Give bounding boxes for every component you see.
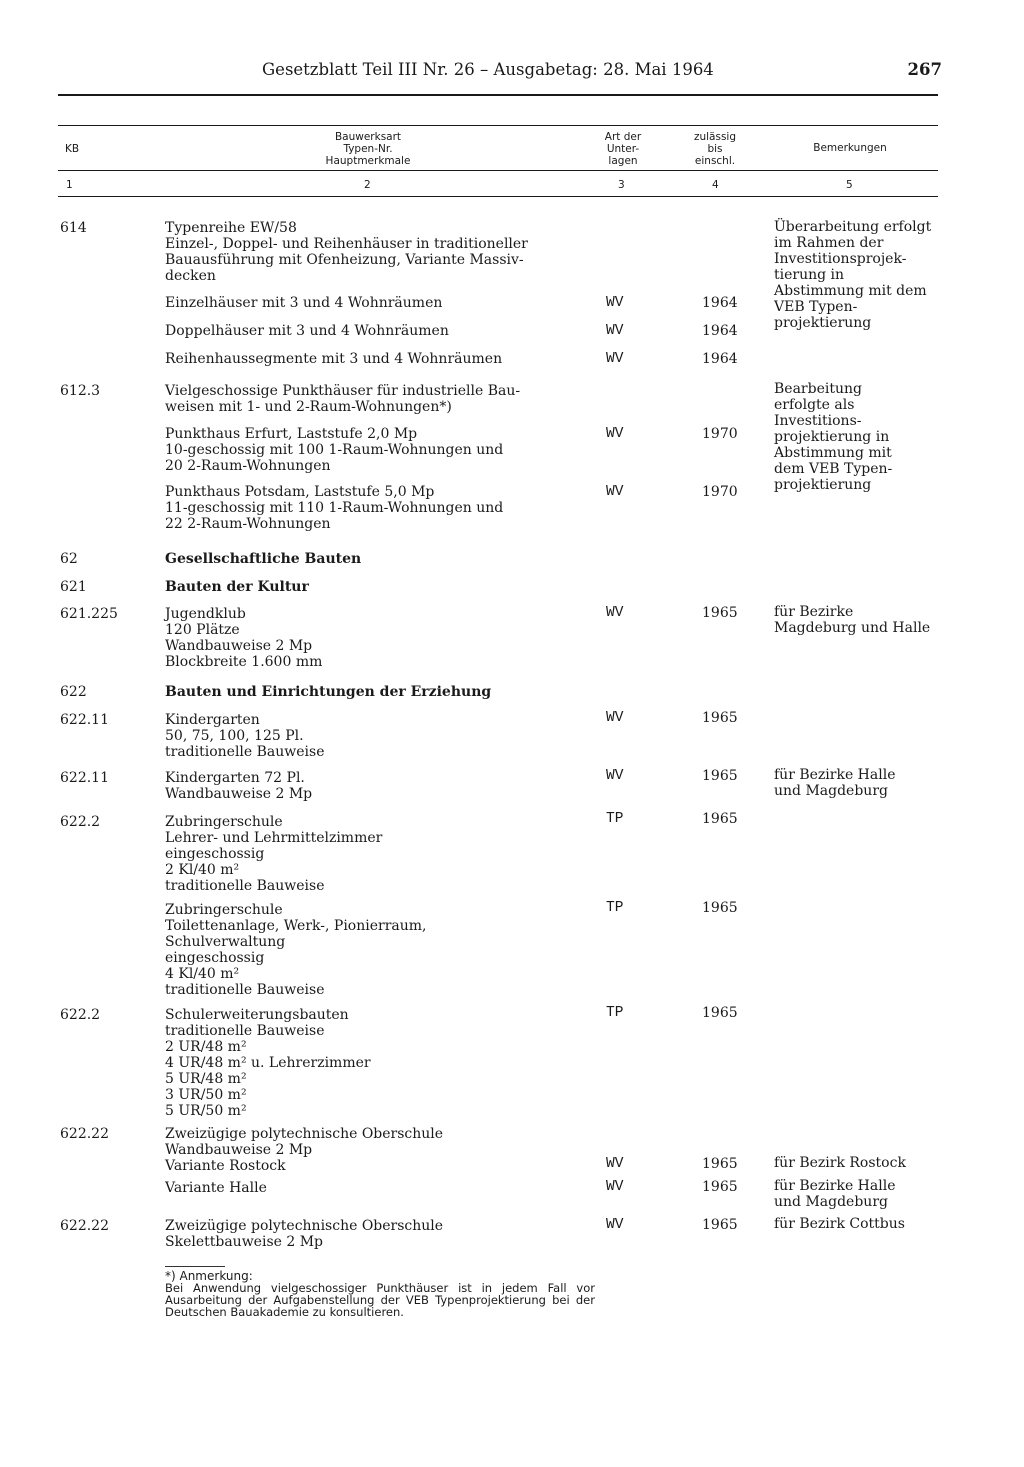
kb-code: 62 [60, 551, 78, 567]
entry-description: Wandbauweise 2 Mp [165, 638, 313, 654]
column-number: 1 [66, 179, 73, 191]
column-number: 3 [618, 179, 625, 191]
document-type: WV [606, 323, 624, 339]
kb-code: 622.2 [60, 814, 101, 830]
remark: für Bezirke [774, 604, 854, 620]
entry-description: Skelettbauweise 2 Mp [165, 1234, 324, 1250]
column-header-kb: KB [64, 143, 80, 155]
column-header-art: Art der Unter- lagen [604, 131, 642, 167]
remark: Investitionsprojek- [774, 251, 907, 267]
kb-code: 622.22 [60, 1126, 109, 1142]
column-header-bauwerksart: Bauwerksart Typen-Nr. Hauptmerkmale [325, 131, 411, 167]
document-type: WV [606, 1217, 624, 1233]
valid-until: 1964 [702, 351, 738, 367]
remark: projektierung in [774, 429, 890, 445]
document-type: WV [606, 605, 624, 621]
column-header-bemerkungen: Bemerkungen [813, 142, 887, 154]
entry-description: 50, 75, 100, 125 Pl. [165, 728, 304, 744]
valid-until: 1965 [702, 1005, 738, 1021]
section-heading: Bauten und Einrichtungen der Erziehung [165, 684, 492, 700]
valid-until: 1965 [702, 768, 738, 784]
valid-until: 1964 [702, 295, 738, 311]
remark: Überarbeitung erfolgt [774, 219, 932, 235]
kb-code: 622.11 [60, 770, 109, 786]
column-header-rule [58, 170, 938, 171]
sub-entry-detail: Toilettenanlage, Werk-, Pionierraum, [165, 918, 427, 934]
entry-description: 3 UR/50 m² [165, 1087, 247, 1103]
entry-title: Jugendklub [165, 606, 246, 622]
document-type: WV [606, 484, 624, 500]
entry-description: 2 Kl/40 m² [165, 862, 240, 878]
entry-description: 2 UR/48 m² [165, 1039, 247, 1055]
document-type: WV [606, 1156, 624, 1172]
valid-until: 1965 [702, 900, 738, 916]
column-header-zulaessig: zulässig bis einschl. [693, 131, 737, 167]
entry-title: Kindergarten [165, 712, 260, 728]
sub-entry-detail: eingeschossig [165, 950, 265, 966]
sub-entry: Reihenhaussegmente mit 3 und 4 Wohnräumen [165, 351, 503, 367]
kb-code: 621 [60, 579, 87, 595]
column-number: 5 [846, 179, 853, 191]
kb-code: 622 [60, 684, 87, 700]
remark: für Bezirke Halle [774, 767, 896, 783]
sub-entry: Punkthaus Erfurt, Laststufe 2,0 Mp [165, 426, 418, 442]
entry-description: eingeschossig [165, 846, 265, 862]
document-type: TP [606, 1005, 624, 1021]
entry-description: traditionelle Bauweise [165, 744, 325, 760]
entry-description: Variante Rostock [165, 1158, 286, 1174]
valid-until: 1970 [702, 426, 738, 442]
column-number-rule [58, 196, 938, 197]
remark: projektierung [774, 315, 872, 331]
entry-description: Wandbauweise 2 Mp [165, 786, 313, 802]
valid-until: 1965 [702, 811, 738, 827]
sub-entry-detail: 11-geschossig mit 110 1-Raum-Wohnungen und [165, 500, 504, 516]
remark: für Bezirk Cottbus [774, 1216, 905, 1232]
entry-title: Typenreihe EW/58 [165, 220, 297, 236]
valid-until: 1964 [702, 323, 738, 339]
entry-description: Bauausführung mit Ofenheizung, Variante Massiv- [165, 252, 524, 268]
section-heading: Gesellschaftliche Bauten [165, 551, 362, 567]
remark: Bearbeitung [774, 381, 862, 397]
document-type: WV [606, 295, 624, 311]
remark: VEB Typen- [774, 299, 858, 315]
remark: Investitions- [774, 413, 862, 429]
entry-description: Lehrer- und Lehrmittelzimmer [165, 830, 383, 846]
entry-title: Zubringerschule [165, 814, 283, 830]
page-header-title: Gesetzblatt Teil III Nr. 26 – Ausgabetag: 28. Mai 1964 [262, 60, 714, 79]
document-type: WV [606, 710, 624, 726]
column-number: 2 [364, 179, 371, 191]
entry-title: Kindergarten 72 Pl. [165, 770, 305, 786]
document-type: TP [606, 811, 624, 827]
remark: und Magdeburg [774, 783, 888, 799]
remark: und Magdeburg [774, 1194, 888, 1210]
entry-description: weisen mit 1- und 2-Raum-Wohnungen*) [165, 399, 452, 415]
sub-entry-detail: Schulverwaltung [165, 934, 286, 950]
entry-description: 5 UR/48 m² [165, 1071, 247, 1087]
entry-description: 5 UR/50 m² [165, 1103, 247, 1119]
kb-code: 614 [60, 220, 87, 236]
page-number: 267 [907, 60, 942, 79]
entry-description: Blockbreite 1.600 mm [165, 654, 323, 670]
kb-code: 622.2 [60, 1007, 101, 1023]
header-rule [58, 94, 938, 96]
document-type: WV [606, 426, 624, 442]
remark: erfolgte als [774, 397, 855, 413]
section-heading: Bauten der Kultur [165, 579, 309, 595]
sub-entry-detail: traditionelle Bauweise [165, 982, 325, 998]
entry-description: 120 Plätze [165, 622, 240, 638]
document-type: WV [606, 1179, 624, 1195]
valid-until: 1970 [702, 484, 738, 500]
column-number: 4 [712, 179, 719, 191]
kb-code: 622.11 [60, 712, 109, 728]
remark: Magdeburg und Halle [774, 620, 931, 636]
sub-entry: Punkthaus Potsdam, Laststufe 5,0 Mp [165, 484, 435, 500]
footnote-rule [165, 1266, 225, 1267]
footnote-title: *) Anmerkung: [165, 1269, 253, 1283]
remark: Abstimmung mit [774, 445, 892, 461]
remark: dem VEB Typen- [774, 461, 893, 477]
document-type: TP [606, 900, 624, 916]
sub-entry: Doppelhäuser mit 3 und 4 Wohnräumen [165, 323, 449, 339]
remark: im Rahmen der [774, 235, 884, 251]
remark: für Bezirk Rostock [774, 1155, 906, 1171]
kb-code: 612.3 [60, 383, 101, 399]
entry-description: traditionelle Bauweise [165, 1023, 325, 1039]
remark: projektierung [774, 477, 872, 493]
valid-until: 1965 [702, 1156, 738, 1172]
remark: tierung in [774, 267, 845, 283]
valid-until: 1965 [702, 605, 738, 621]
entry-description: traditionelle Bauweise [165, 878, 325, 894]
valid-until: 1965 [702, 1179, 738, 1195]
kb-code: 621.225 [60, 606, 118, 622]
sub-entry: Variante Halle [165, 1180, 267, 1196]
entry-description: 4 UR/48 m² u. Lehrerzimmer [165, 1055, 371, 1071]
document-type: WV [606, 351, 624, 367]
entry-title: Schulerweiterungsbauten [165, 1007, 349, 1023]
entry-description: Einzel-, Doppel- und Reihenhäuser in traditioneller [165, 236, 528, 252]
valid-until: 1965 [702, 710, 738, 726]
entry-description: Wandbauweise 2 Mp [165, 1142, 313, 1158]
remark: Abstimmung mit dem [774, 283, 927, 299]
entry-title: Vielgeschossige Punkthäuser für industrielle Bau- [165, 383, 521, 399]
sub-entry-detail: 4 Kl/40 m² [165, 966, 240, 982]
sub-entry-detail: 20 2-Raum-Wohnungen [165, 458, 331, 474]
entry-title: Zweizügige polytechnische Oberschule [165, 1218, 444, 1234]
sub-entry: Zubringerschule [165, 902, 283, 918]
sub-entry: Einzelhäuser mit 3 und 4 Wohnräumen [165, 295, 443, 311]
remark: für Bezirke Halle [774, 1178, 896, 1194]
sub-entry-detail: 10-geschossig mit 100 1-Raum-Wohnungen und [165, 442, 504, 458]
entry-title: Zweizügige polytechnische Oberschule [165, 1126, 444, 1142]
sub-entry-detail: 22 2-Raum-Wohnungen [165, 516, 331, 532]
document-type: WV [606, 768, 624, 784]
footnote-text: Bei Anwendung vielgeschossiger Punkthäuser ist in jedem Fall vor Ausarbeitung der Aufgabenstellung der VEB Typenprojektierung bei der Deutschen Bauakademie zu konsultieren. [165, 1281, 595, 1319]
entry-description: decken [165, 268, 216, 284]
valid-until: 1965 [702, 1217, 738, 1233]
table-top-rule [58, 125, 938, 126]
kb-code: 622.22 [60, 1218, 109, 1234]
